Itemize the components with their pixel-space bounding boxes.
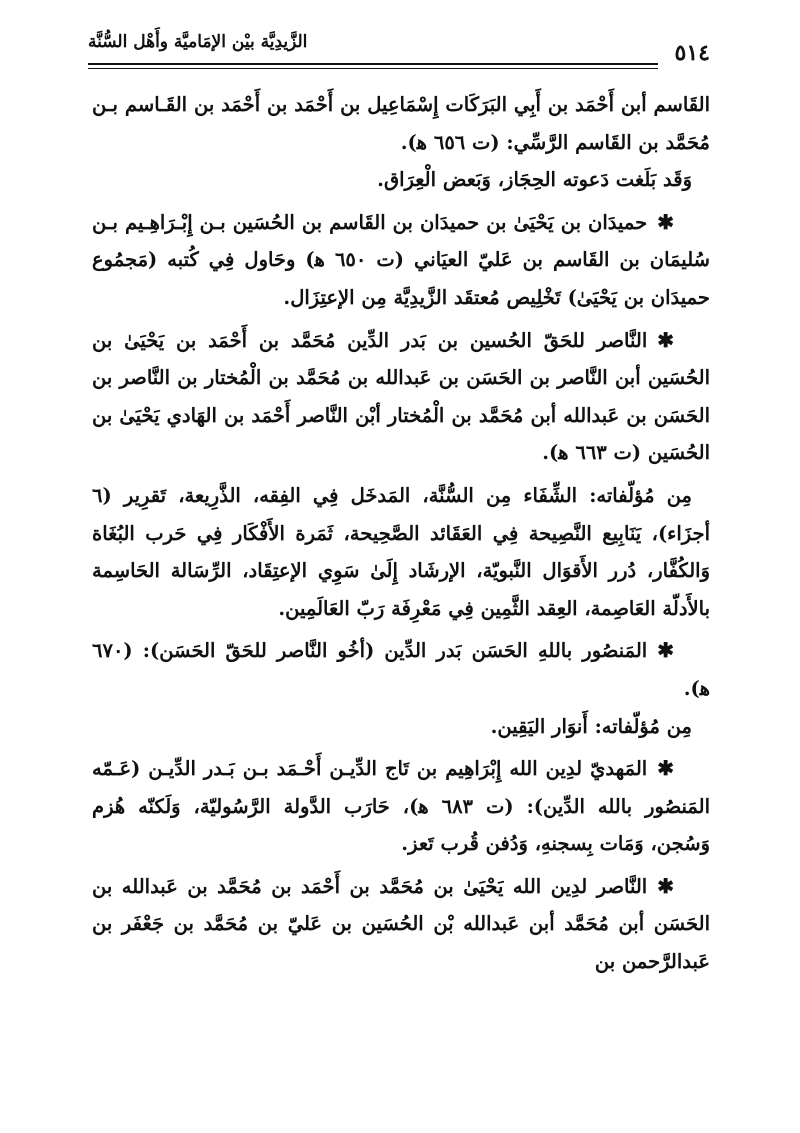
star-bullet: ✱ [657,873,674,898]
page-number: ٥١٤ [674,40,710,66]
running-title: الزَّيدِيَّة بيْن الإمَاميَّة وأَهْل السُّنَّة [88,32,308,52]
paragraph-dawa: وَقَد بَلَغت دَعوته الحِجَاز، وَبَعض الْعِرَاق. [377,168,692,192]
paragraph-works-nasir: مِن مُؤلّفاته: الشِّفَاء مِن السُّنَّة، المَدخَل فِي الفِقه، الذَّرِيعة، تَقرِير (٦ أجزَاء)، يَنَابِيع النَّصِيحة فِي العَقَائد الصَّحِيحة، ثَمَرة الأَفْكَار فِي حَرب البُغَاة وَالكُفَّار، دُرر الأَقوَال النَّبويّة، الإرشَاد إِلَىٰ سَوِي الإعتِقَاد، الرِّسَالة الحَاسِمة بالأَدلّة العَاصِمة، العِقد الثَّمِين فِي مَعْرِفَة رَبّ العَالَمِين. [92,483,710,620]
paragraph-works-mansur: مِن مُؤلّفاته: أَنوَار اليَقِين. [490,714,692,738]
header-rule [88,63,658,65]
page-body [92,86,710,981]
entry-nasir-lilhaqq-text: النَّاصر للحَقّ الحُسين بن بَدر الدِّين مُحَمَّد بن أَحْمَد بن يَحْيَىٰ بن الحُسَين أبن النَّاصر بن الحَسَن بن عَبدالله بن مُحَمَّد بن الْمُختار بن النَّاصر بن الحَسَن بن عَبدالله أبن مُحَمَّد بن الْمُختار أبْن النَّاصر أَحْمَد بن الهَادي يَحْيَىٰ بن الحُسَين (ت ٦٦٣ ﻫ). [92,328,710,465]
paragraph-qasim: القَاسم أبن أَحْمَد بن أَبِي البَرَكَات إِسْمَاعِيل بن أَحْمَد بن أَحْمَد بن القَـاسم بـن مُحَمَّد بن القَاسم الرَّسِّي: (ت ٦٥٦ ﻫ). [92,93,710,154]
star-bullet: ✱ [657,327,674,352]
star-bullet: ✱ [657,756,674,781]
star-bullet: ✱ [657,209,674,234]
star-bullet: ✱ [657,638,674,663]
header-rule-thin [88,68,658,69]
page-header [88,28,710,72]
entry-nasir-lidinillah-text: النَّاصر لدِين الله يَحْيَىٰ بن مُحَمَّد بن أَحْمَد بن مُحَمَّد بن عَبدالله بن الحَسَن أبن مُحَمَّد أبن عَبدالله بْن الحُسَين بن عَليّ بن مُحَمَّد بن جَعْفَر بن عَبدالرَّحمن بن [92,874,710,974]
entry-mansur-billah [92,632,710,707]
entry-nasir-lidinillah [92,868,710,981]
entry-mansur-billah-text: المَنصُور باللهِ الحَسَن بَدر الدِّين (أخُو النَّاصر للحَقّ الحَسَن): (٦٧٠ ﻫ). [92,639,710,700]
entry-humaydan-text: حميدَان بن يَحْيَىٰ بن حميدَان بن القَاسم بن الحُسَين بـن إِبْـرَاهِـيم بـن سُليمَان بن القَاسم بن عَليّ العيَاني (ت ٦٥٠ ﻫ) وحَاول فِي كُتبه (مَجمُوع حميدَان بن يَحْيَىٰ) تَخْلِيص مُعتقَد الزَّيدِيَّة مِن الإعتِزَال. [92,210,710,309]
entry-nasir-lilhaqq [92,322,710,472]
entry-mahdi [92,750,710,863]
entry-humaydan [92,204,710,317]
entry-mahdi-text: المَهديّ لدِين الله إِبْرَاهِيم بن تَاج الدِّيـن أَحْـمَد بـن بَـدر الدِّيـن (عَـمّه المَنصُور بالله الدِّين): (ت ٦٨٣ ﻫ)، حَارَب الدَّولة الرَّسُوليّة، وَلَكنّه هُزم وَسُجن، وَمَات بِسجنهِ، وَدُفن قُرب تَعز. [92,757,710,856]
